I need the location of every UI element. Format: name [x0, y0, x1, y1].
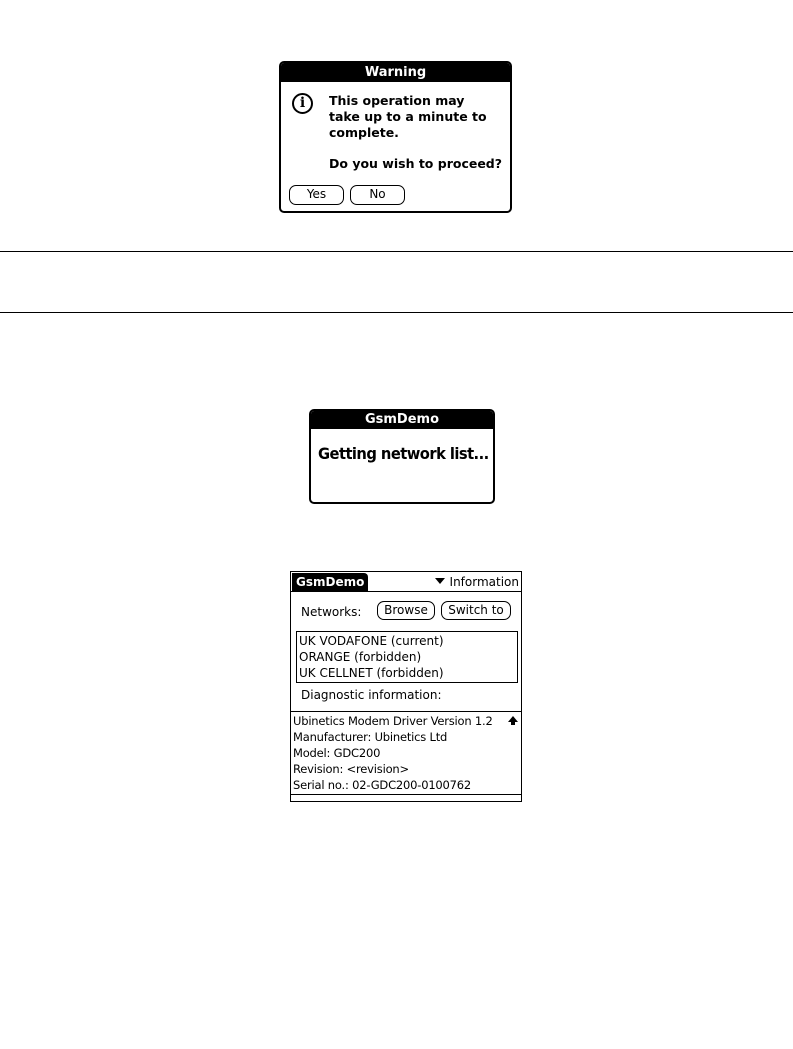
no-button[interactable]: No [350, 185, 405, 205]
information-screen [290, 571, 522, 802]
networks-label: Networks: [301, 605, 362, 619]
dialog-title: Warning [281, 63, 510, 82]
bottom-divider [0, 312, 793, 313]
scroll-up-arrow-icon[interactable] [508, 716, 518, 722]
diagnostic-line: Model: GDC200 [293, 746, 381, 760]
diagnostic-field[interactable] [291, 711, 521, 795]
yes-button[interactable]: Yes [289, 185, 344, 205]
app-title-tab: GsmDemo [292, 573, 368, 591]
network-item[interactable]: ORANGE (forbidden) [299, 650, 422, 664]
network-item[interactable]: UK CELLNET (forbidden) [299, 666, 444, 680]
view-menu-label: Information [449, 575, 519, 589]
diagnostic-line: Ubinetics Modem Driver Version 1.2 [293, 714, 493, 728]
dropdown-arrow-icon [435, 578, 445, 584]
diagnostic-line: Manufacturer: Ubinetics Ltd [293, 730, 448, 744]
progress-message: Getting network list... [318, 444, 489, 463]
warning-message: This operation may take up to a minute to complete. [329, 93, 487, 140]
progress-dialog [309, 409, 495, 504]
progress-dialog-title: GsmDemo [311, 411, 493, 429]
top-divider [0, 251, 793, 252]
switch-to-button[interactable]: Switch to [441, 601, 511, 620]
diagnostic-label: Diagnostic information: [301, 688, 442, 702]
proceed-question: Do you wish to proceed? [329, 156, 503, 171]
title-underline [291, 591, 521, 592]
info-icon: i [292, 93, 313, 114]
diagnostic-line: Serial no.: 02-GDC200-0100762 [293, 778, 472, 792]
network-item[interactable]: UK VODAFONE (current) [299, 634, 444, 648]
view-menu-trigger[interactable] [435, 573, 519, 591]
browse-button[interactable]: Browse [377, 601, 435, 620]
warning-dialog [279, 61, 512, 213]
diagnostic-line: Revision: <revision> [293, 762, 409, 776]
network-list [296, 631, 518, 683]
